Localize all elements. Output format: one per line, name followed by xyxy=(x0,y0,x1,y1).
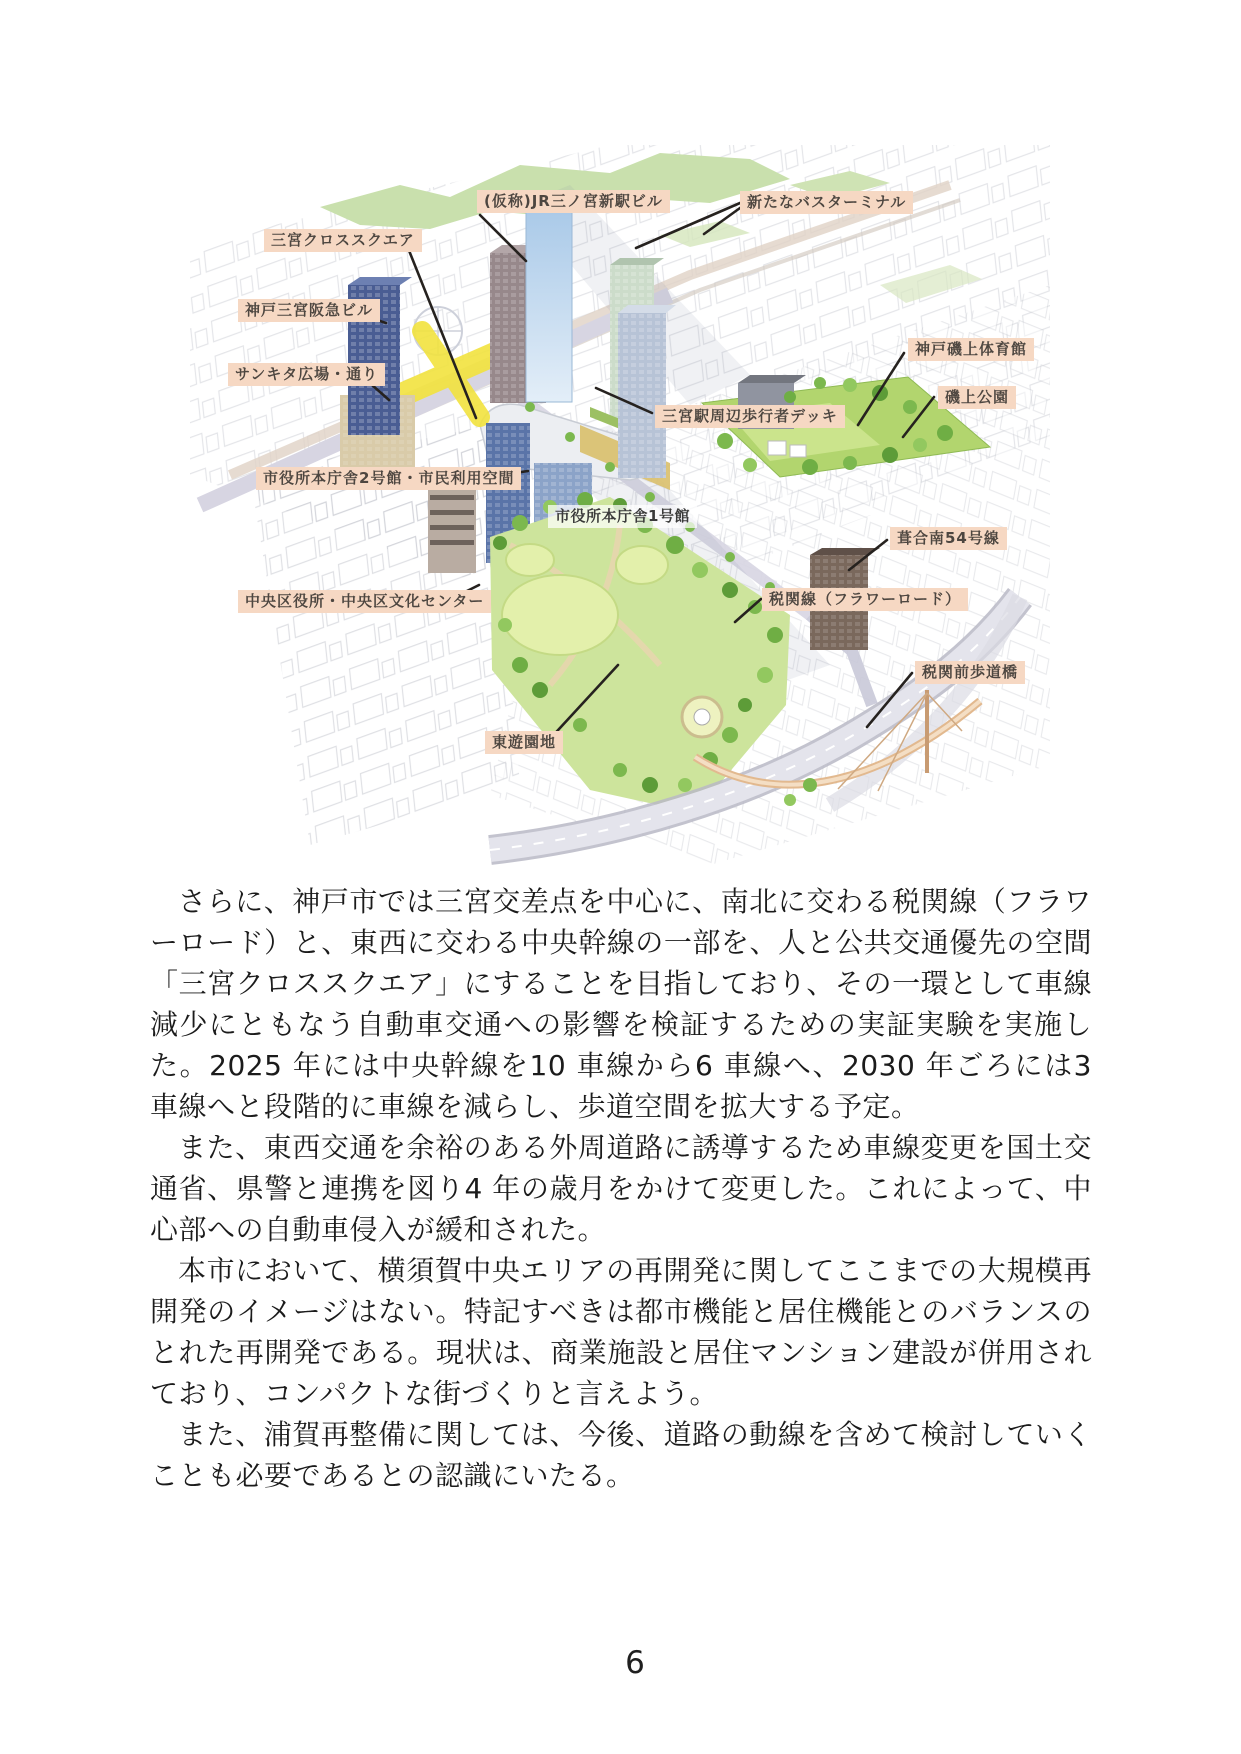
page-number: 6 xyxy=(625,1645,645,1681)
figure-label-sankita-plaza-street: サンキタ広場・通り xyxy=(228,363,385,386)
figure-label-sannomiya-cross-square: 三宮クロススクエア xyxy=(264,229,422,252)
figure-label-city-hall-bldg1: 市役所本庁舎1号館 xyxy=(548,505,697,528)
paragraph-uraga-redevelopment: また、浦賀再整備に関しては、今後、道路の動線を含めて検討していくことも必要であるとの認識にいたる。 xyxy=(150,1418,1092,1492)
figure-label-zeikan-line-flower-road: 税関線（フラワーロード） xyxy=(762,588,968,611)
figure-label-sannomiya-station-pedestrian-deck: 三宮駅周辺歩行者デッキ xyxy=(655,405,845,428)
figure-label-chuo-ward-office-culture-center: 中央区役所・中央区文化センター xyxy=(238,590,491,613)
figure-label-kobe-isogami-gymnasium: 神戸磯上体育館 xyxy=(908,338,1034,361)
paragraph-yokosuka-comparison: 本市において、横須賀中央エリアの再開発に関してここまでの大規模再開発のイメージはない。特記すべきは都市機能と居住機能とのバランスのとれた再開発である。現状は、商業施設と居住マンション建設が併用されており、コンパクトな街づくりと言えよう。 xyxy=(150,1254,1092,1410)
figure-label-new-bus-terminal: 新たなバスターミナル xyxy=(740,191,913,214)
figure-label-isogami-park: 磯上公園 xyxy=(938,386,1016,409)
figure-label-fukiai-minami-route54: 葺合南54号線 xyxy=(890,527,1007,550)
figure-label-higashi-yuenchi-park: 東遊園地 xyxy=(485,731,563,754)
figure-label-kobe-sannomiya-hankyu-bldg: 神戸三宮阪急ビル xyxy=(238,299,380,322)
body-text xyxy=(150,881,1092,1496)
paragraph-lane-change: また、東西交通を余裕のある外周道路に誘導するため車線変更を国土交通省、県警と連携を図り4 年の歳月をかけて変更した。これによって、中心部への自動車侵入が緩和された。 xyxy=(150,1131,1092,1246)
figure-label-jr-sannomiya-new-station-bldg: (仮称)JR三ノ宮新駅ビル xyxy=(477,190,670,213)
figure-label-zeikan-mae-footbridge: 税関前歩道橋 xyxy=(915,661,1025,684)
paragraph-sannomiya-cross-square: さらに、神戸市では三宮交差点を中心に、南北に交わる税関線（フラワーロード）と、東西に交わる中央幹線の一部を、人と公共交通優先の空間「三宮クロススクエア」にすることを目指しており、その一環として車線減少にともなう自動車交通への影響を検証するための実証実験を実施した。2025 年には中央幹線を10 車線から6 車線へ、2030 年ごろには3 車線へと段階的に車線を減らし、歩道空間を拡大する予定。 xyxy=(150,885,1092,1123)
figure-label-city-hall-bldg2-civic-space: 市役所本庁舎2号館・市民利用空間 xyxy=(256,467,521,490)
redevelopment-aerial-figure xyxy=(190,145,1050,865)
